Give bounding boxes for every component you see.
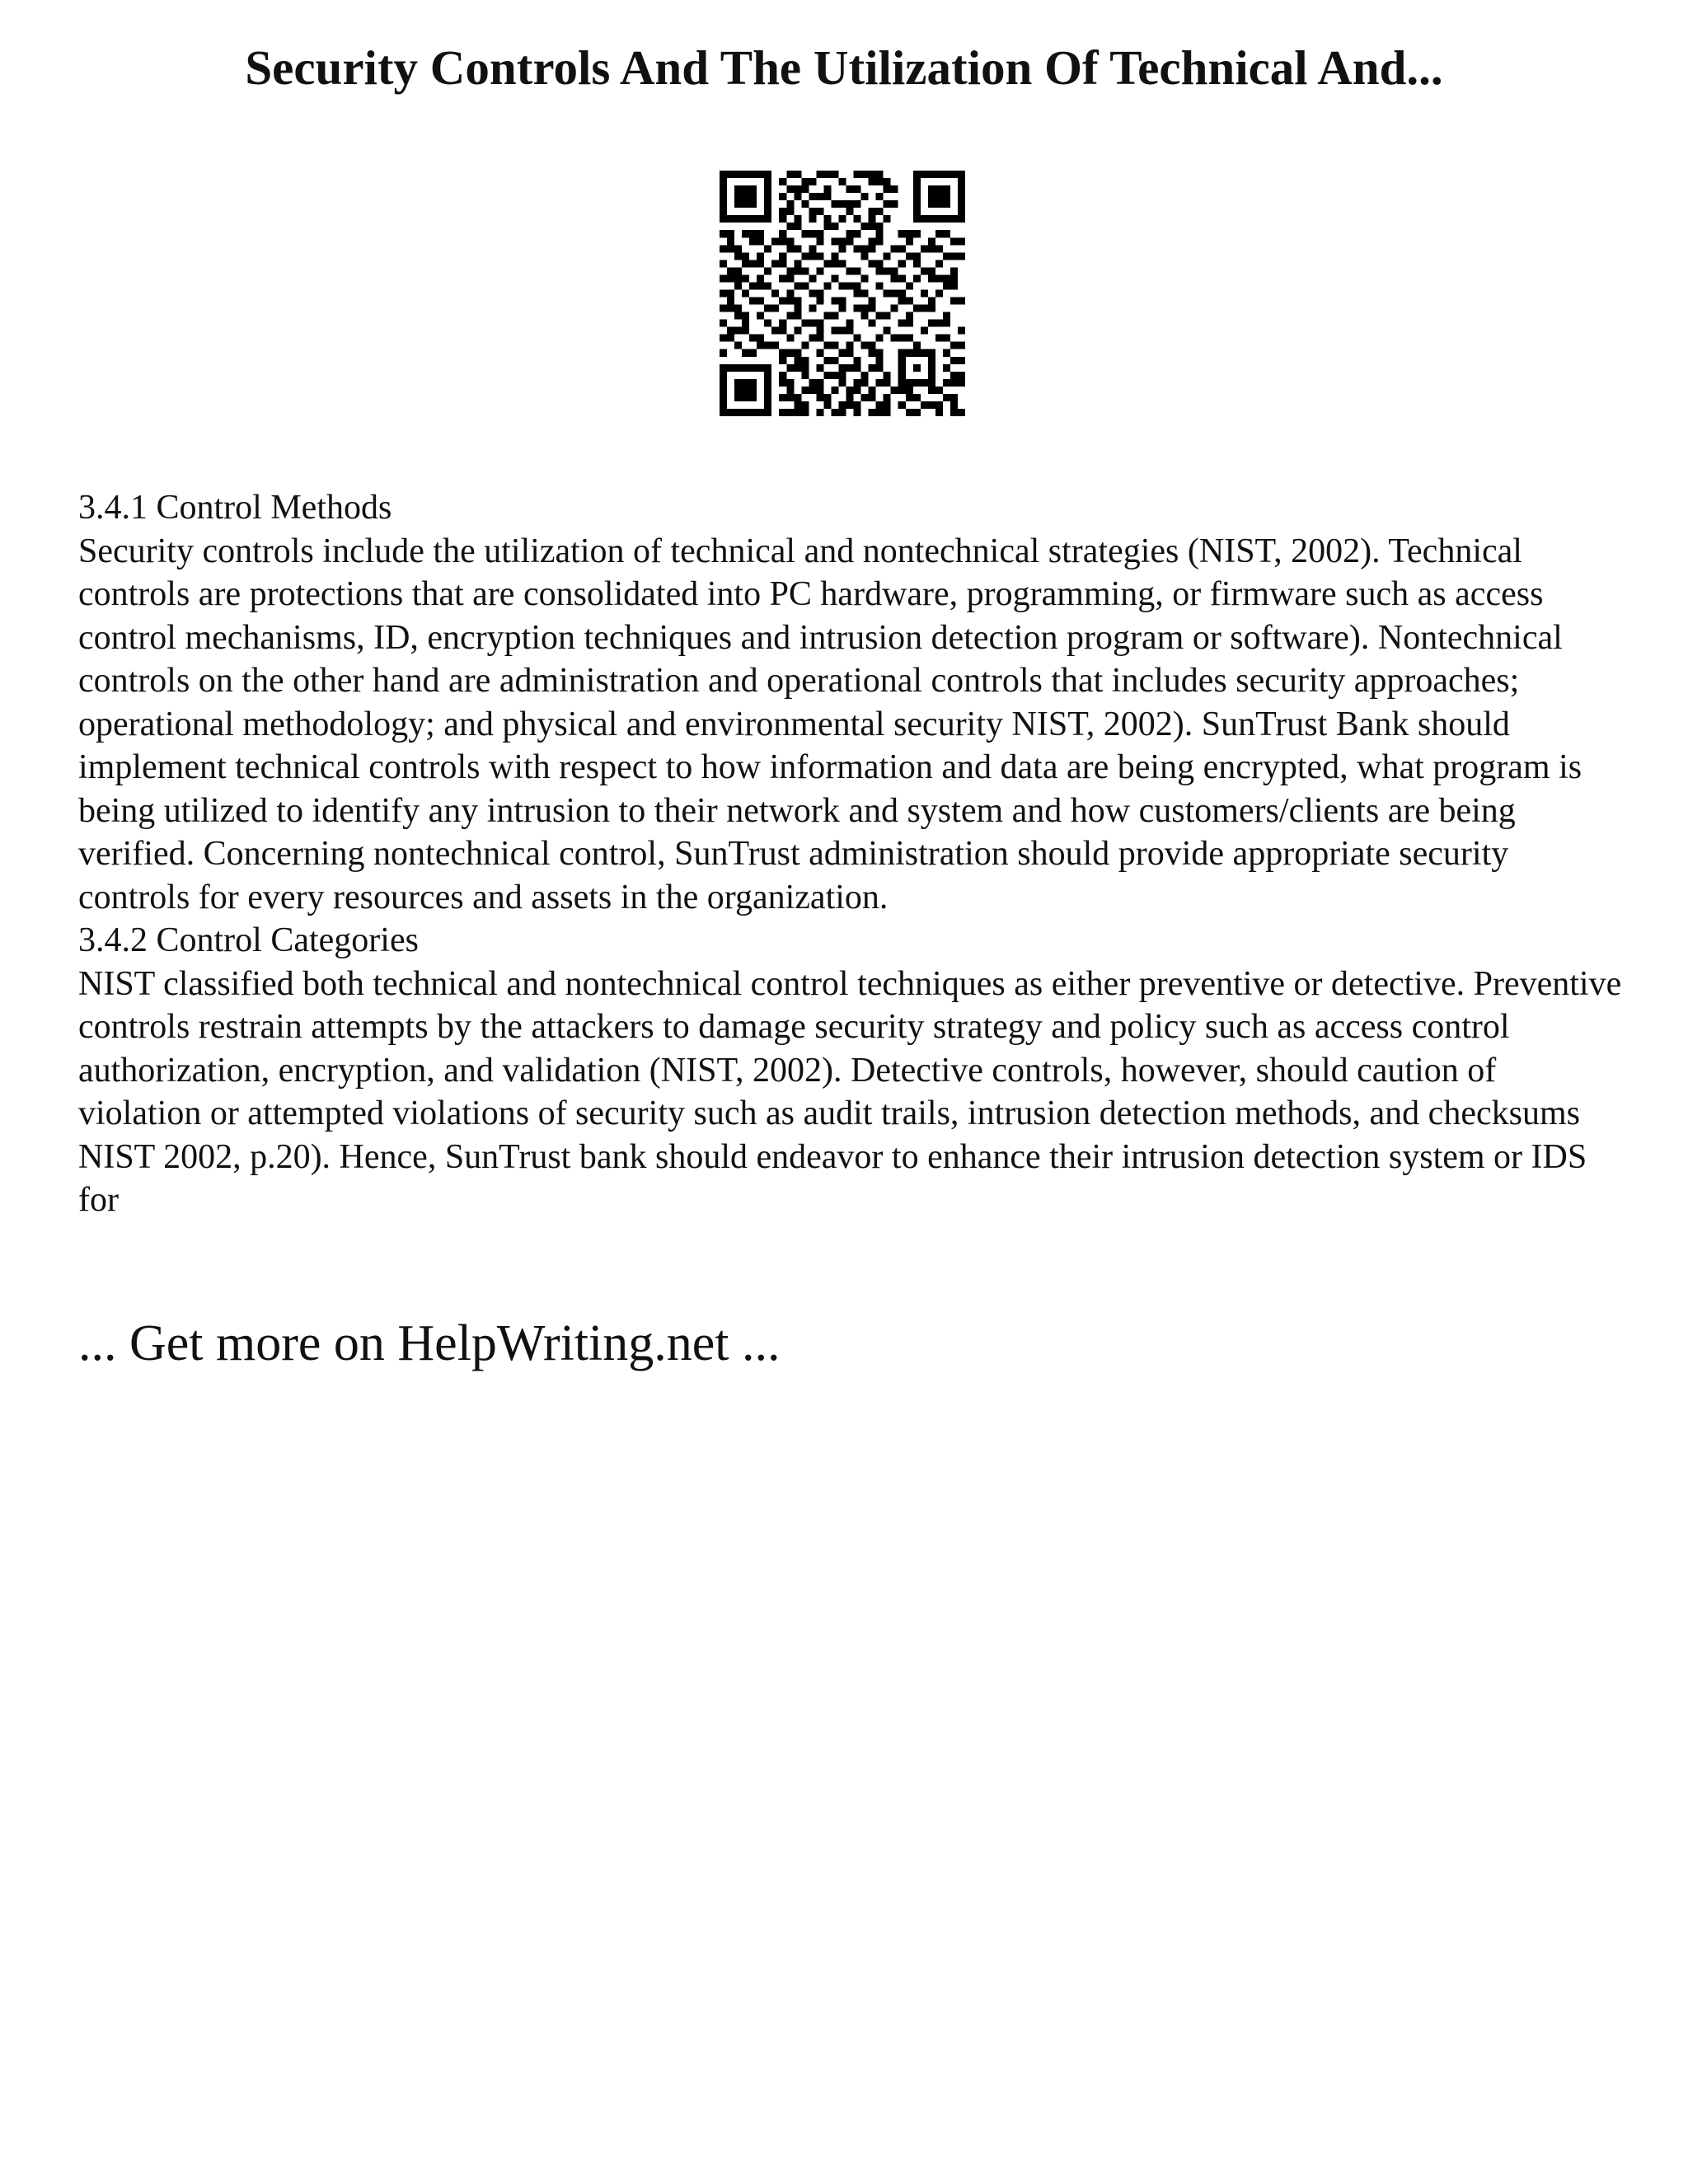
section-heading: 3.4.2 Control Categories <box>78 921 419 959</box>
document-title: Security Controls And The Utilization Of Technical And... <box>245 40 1443 95</box>
section-heading: 3.4.1 Control Methods <box>78 489 392 527</box>
section-paragraph: NIST classified both technical and nontechnical control techniques as either preventive or detective. Preventive controls restrain attempts by the attackers to damage security strategy and policy such as access control authorization, encryption, and validation (NIST, 2002). Detective controls, however, should caution of violation or attempted violations of security such as audit trails, intrusion detection methods, and checksums NIST 2002, p.20). Hence, SunTrust bank should endeavor to enhance their intrusion detection system or IDS for <box>78 964 1622 1219</box>
document-body <box>78 486 1628 1222</box>
qr-code-icon <box>720 171 965 416</box>
section-paragraph: Security controls include the utilization of technical and nontechnical strategies (NIST, 2002). Technical controls are protections that are consolidated into PC hardware, programming, or firmware such as access control mechanisms, ID, encryption techniques and intrusion detection program or software). Nontechnical controls on the other hand are administration and operational controls that includes security approaches; operational methodology; and physical and environmental security NIST, 2002). SunTrust Bank should implement technical controls with respect to how information and data are being encrypted, what program is being utilized to identify any intrusion to their network and system and how customers/clients are being verified. Concerning nontechnical control, SunTrust administration should provide appropriate security controls for every resources and assets in the organization. <box>78 532 1582 916</box>
get-more-link[interactable]: ... Get more on HelpWriting.net ... <box>78 1315 781 1371</box>
